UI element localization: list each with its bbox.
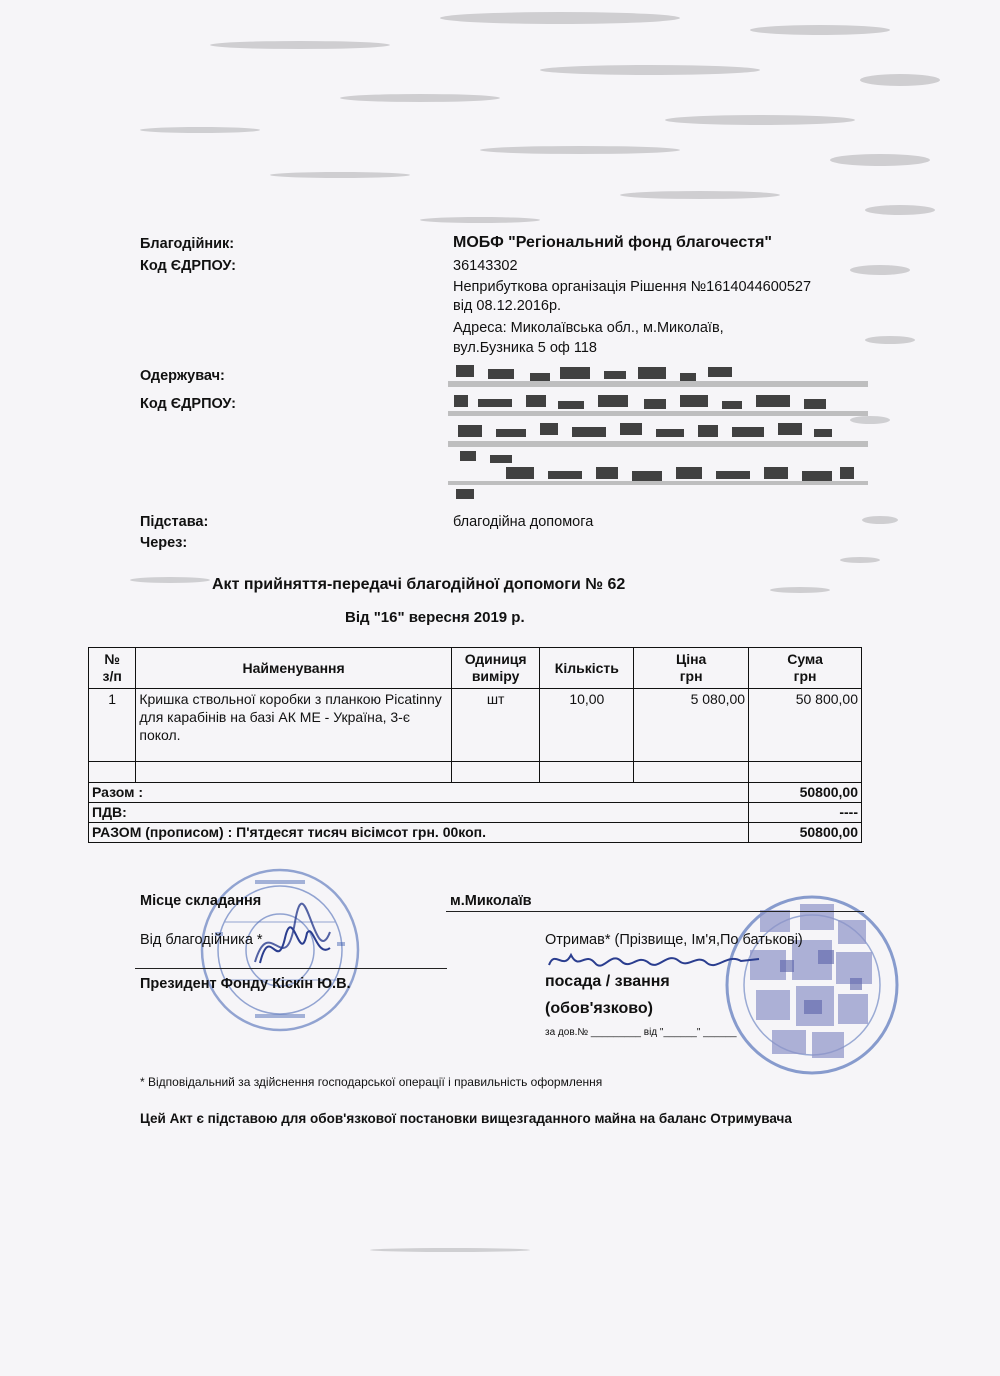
mandatory-label: (обов'язково) xyxy=(545,1000,653,1017)
via-label: Через: xyxy=(140,535,188,551)
header-num: № з/п xyxy=(89,648,136,689)
total-row xyxy=(89,823,862,843)
subtotal-value: 50800,00 xyxy=(749,783,862,803)
row-qty: 10,00 xyxy=(540,689,634,762)
donor-label: Благодійник: xyxy=(140,236,235,252)
donor-registration: Неприбуткова організація Рішення №1614044600527 xyxy=(453,279,812,295)
header-unit: Одиниця виміру xyxy=(451,648,540,689)
act-date: Від "16" вересня 2019 р. xyxy=(345,609,525,626)
row-name: Кришка ствольної коробки з планкою Picatinny для карабінів на базі АК МЕ - Україна, 3-є покол. xyxy=(136,689,451,762)
row-sum: 50 800,00 xyxy=(749,689,862,762)
place-underline xyxy=(446,911,864,912)
donor-code-label: Код ЄДРПОУ: xyxy=(140,258,236,274)
closing-statement: Цей Акт є підставою для обов'язкової постановки вищезгаданного майна на баланс Отримувача xyxy=(140,1111,792,1126)
vat-row xyxy=(89,803,862,823)
header-name: Найменування xyxy=(136,648,451,689)
place-value: м.Миколаїв xyxy=(450,893,532,909)
total-value: 50800,00 xyxy=(749,823,862,843)
proxy-line: за дов.№ _________ від "______" ______ xyxy=(545,1027,737,1038)
donor-address-1: Адреса: Миколаївська обл., м.Миколаїв, xyxy=(453,320,724,336)
subtotal-row xyxy=(89,783,862,803)
footnote: * Відповідальний за здійснення господарської операції і правильність оформлення xyxy=(140,1075,603,1089)
basis-label: Підстава: xyxy=(140,514,209,530)
row-num: 1 xyxy=(89,689,136,762)
header-qty: Кількість xyxy=(540,648,634,689)
donor-registration-date: від 08.12.2016р. xyxy=(453,298,562,314)
vat-label: ПДВ: xyxy=(89,803,749,823)
subtotal-label: Разом : xyxy=(89,783,749,803)
basis-value: благодійна допомога xyxy=(453,514,594,530)
header-sum: Сума грн xyxy=(749,648,862,689)
recipient-signature-icon xyxy=(545,945,765,975)
president-label: Президент Фонду Кіскін Ю.В. xyxy=(140,976,351,992)
donor-signature-line xyxy=(135,968,447,969)
donor-address-2: вул.Бузника 5 оф 118 xyxy=(453,340,597,356)
received-label: Отримав* (Прізвище, Ім'я,По батькові) xyxy=(545,932,803,948)
recipient-code-label: Код ЄДРПОУ: xyxy=(140,396,236,412)
position-label: посада / звання xyxy=(545,973,670,990)
redacted-recipient-details xyxy=(448,355,868,505)
row-unit: шт xyxy=(451,689,540,762)
row-price: 5 080,00 xyxy=(634,689,749,762)
table-row xyxy=(89,689,862,762)
act-title: Акт прийняття-передачі благодійної допомоги № 62 xyxy=(212,576,626,593)
items-table xyxy=(88,647,862,843)
vat-value: ---- xyxy=(749,803,862,823)
recipient-label: Одержувач: xyxy=(140,368,225,384)
from-donor-label: Від благодійника * xyxy=(140,932,263,948)
header-price: Ціна грн xyxy=(634,648,749,689)
place-label: Місце складання xyxy=(140,893,262,909)
donor-code: 36143302 xyxy=(453,258,518,274)
donor-signature-icon xyxy=(255,918,335,978)
table-blank-row xyxy=(89,762,862,783)
donor-name: МОБФ "Регіональний фонд благочестя" xyxy=(453,234,772,251)
recipient-stamp-icon xyxy=(720,890,905,1080)
table-header-row xyxy=(89,648,862,689)
total-label: РАЗОМ (прописом) : П'ятдесят тисяч вісімсот грн. 00коп. xyxy=(89,823,749,843)
